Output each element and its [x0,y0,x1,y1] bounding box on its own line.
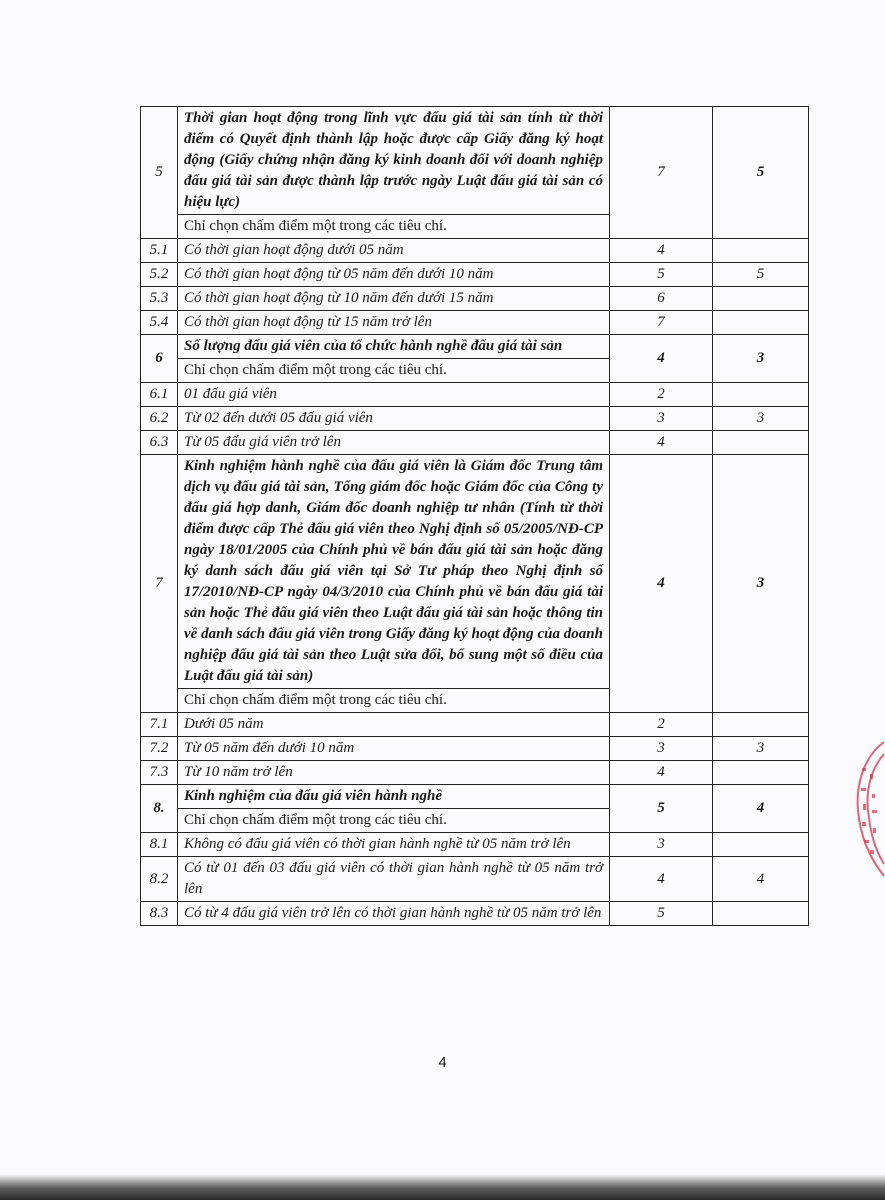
section-number: 5 [141,107,178,239]
table-row [141,833,809,857]
item-number: 7.1 [141,713,178,737]
awarded-score: 5 [713,107,809,239]
item-text: 01 đấu giá viên [178,383,610,407]
section-number: 8. [141,785,178,833]
section-number: 7 [141,455,178,713]
item-number: 8.2 [141,857,178,902]
section-note: Chỉ chọn chấm điểm một trong các tiêu chí. [178,215,610,239]
table-row [141,311,809,335]
item-number: 6.1 [141,383,178,407]
item-max-score: 3 [610,737,713,761]
item-max-score: 3 [610,407,713,431]
scoring-table [140,106,809,926]
section-note: Chỉ chọn chấm điểm một trong các tiêu chí. [178,689,610,713]
item-number: 5.1 [141,239,178,263]
section-title: Thời gian hoạt động trong lĩnh vực đấu giá tài sản tính từ thời điểm có Quyết định thành lập hoặc được cấp Giấy đăng ký hoạt động (Giấy chứng nhận đăng ký kinh doanh đối với doanh nghiệp đấu giá tài sản được thành lập trước ngày Luật đấu giá tài sản có hiệu lực) [178,107,610,215]
item-text: Từ 05 năm đến dưới 10 năm [178,737,610,761]
section-note: Chỉ chọn chấm điểm một trong các tiêu chí. [178,359,610,383]
table-row [141,737,809,761]
item-max-score: 5 [610,263,713,287]
item-max-score: 2 [610,713,713,737]
table-row [141,407,809,431]
item-text: Có thời gian hoạt động từ 10 năm đến dưới 15 năm [178,287,610,311]
item-awarded-score [713,431,809,455]
item-max-score: 4 [610,857,713,902]
max-score: 5 [610,785,713,833]
table-row [141,902,809,926]
awarded-score: 3 [713,335,809,383]
item-awarded-score [713,287,809,311]
item-max-score: 5 [610,902,713,926]
section-7-header-row [141,455,809,689]
section-title: Số lượng đấu giá viên của tổ chức hành nghề đấu giá tài sản [178,335,610,359]
section-6-header-row [141,335,809,359]
max-score: 7 [610,107,713,239]
table-row [141,287,809,311]
red-seal-stamp [848,738,885,880]
section-number: 6 [141,335,178,383]
section-note: Chỉ chọn chấm điểm một trong các tiêu chí. [178,809,610,833]
item-text: Không có đấu giá viên có thời gian hành nghề từ 05 năm trở lên [178,833,610,857]
item-max-score: 4 [610,239,713,263]
table-row [141,713,809,737]
item-awarded-score: 5 [713,263,809,287]
item-max-score: 2 [610,383,713,407]
item-number: 5.4 [141,311,178,335]
item-awarded-score [713,902,809,926]
section-title: Kinh nghiệm hành nghề của đấu giá viên là Giám đốc Trung tâm dịch vụ đấu giá tài sản, Tổng giám đốc hoặc Giám đốc của Công ty đấu giá hợp danh, Giám đốc doanh nghiệp tư nhân (Tính từ thời điểm được cấp Thẻ đấu giá viên theo Nghị định số 05/2005/NĐ-CP ngày 18/01/2005 của Chính phủ về bán đấu giá tài sản hoặc đăng ký danh sách đấu giá viên tại Sở Tư pháp theo Nghị định số 17/2010/NĐ-CP ngày 04/3/2010 của Chính phủ về bán đấu giá tài sản hoặc Thẻ đấu giá viên theo Luật đấu giá tài sản hoặc thông tin về danh sách đấu giá viên trong Giấy đăng ký hoạt động của doanh nghiệp đấu giá tài sản theo Luật sửa đổi, bổ sung một số điều của Luật đấu giá tài sản) [178,455,610,689]
item-awarded-score: 3 [713,407,809,431]
item-text: Có từ 4 đấu giá viên trở lên có thời gian hành nghề từ 05 năm trở lên [178,902,610,926]
section-title: Kinh nghiệm của đấu giá viên hành nghề [178,785,610,809]
awarded-score: 3 [713,455,809,713]
table-row [141,857,809,902]
table-row [141,383,809,407]
item-text: Từ 02 đến dưới 05 đấu giá viên [178,407,610,431]
item-awarded-score: 4 [713,857,809,902]
item-awarded-score [713,713,809,737]
item-number: 5.3 [141,287,178,311]
item-text: Có thời gian hoạt động dưới 05 năm [178,239,610,263]
scan-shadow [0,1174,885,1200]
item-number: 7.3 [141,761,178,785]
item-text: Có thời gian hoạt động từ 05 năm đến dưới 10 năm [178,263,610,287]
item-awarded-score: 3 [713,737,809,761]
max-score: 4 [610,455,713,713]
item-awarded-score [713,239,809,263]
section-5-header-row [141,107,809,215]
item-awarded-score [713,311,809,335]
awarded-score: 4 [713,785,809,833]
table-row [141,263,809,287]
item-number: 8.1 [141,833,178,857]
item-number: 6.2 [141,407,178,431]
item-text: Từ 10 năm trở lên [178,761,610,785]
item-text: Có từ 01 đến 03 đấu giá viên có thời gian hành nghề từ 05 năm trở lên [178,857,610,902]
item-text: Có thời gian hoạt động từ 15 năm trở lên [178,311,610,335]
table-row [141,239,809,263]
item-text: Dưới 05 năm [178,713,610,737]
item-text: Từ 05 đấu giá viên trở lên [178,431,610,455]
item-number: 5.2 [141,263,178,287]
page-number: 4 [438,1054,447,1071]
seal-mark [848,738,885,880]
item-number: 7.2 [141,737,178,761]
item-max-score: 6 [610,287,713,311]
section-8-header-row [141,785,809,809]
item-awarded-score [713,833,809,857]
item-max-score: 4 [610,431,713,455]
item-awarded-score [713,383,809,407]
table-row [141,431,809,455]
item-max-score: 3 [610,833,713,857]
item-max-score: 7 [610,311,713,335]
item-number: 8.3 [141,902,178,926]
item-max-score: 4 [610,761,713,785]
item-awarded-score [713,761,809,785]
item-number: 6.3 [141,431,178,455]
table-row [141,761,809,785]
max-score: 4 [610,335,713,383]
